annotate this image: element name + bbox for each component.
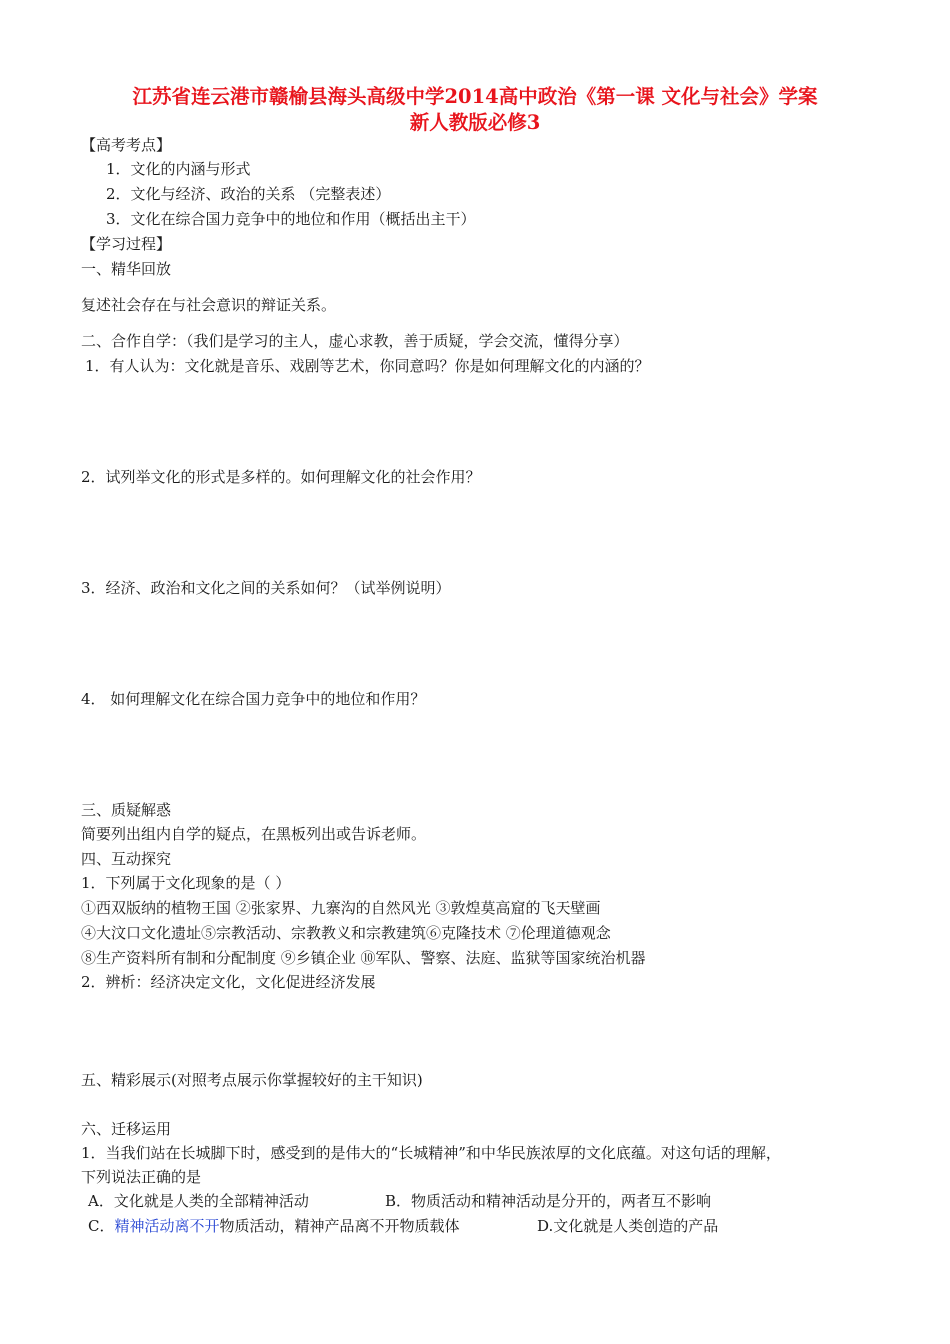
document-title-line1: 江苏省连云港市赣榆县海头高级中学2014高中政治《第一课 文化与社会》学案: [132, 85, 818, 108]
question-text: 1．有人认为：文化就是音乐、戏剧等艺术，你同意吗？你是如何理解文化的内涵的？: [85, 357, 650, 375]
exam-point-item: 1．文化的内涵与形式: [106, 160, 251, 178]
learning-process-header: 【学习过程】: [81, 235, 172, 253]
section-heading: 四、互动探究: [81, 850, 172, 868]
option-c-highlight: 精神活动离不开: [114, 1217, 220, 1235]
question-text: 2．试列举文化的形式是多样的。如何理解文化的社会作用？: [81, 468, 481, 486]
option-c: [88, 1215, 460, 1237]
document-title-line2: 新人教版必修3: [409, 111, 541, 134]
section-heading: 六、迁移运用: [81, 1120, 172, 1138]
exam-points-header: 【高考考点】: [81, 136, 172, 154]
section-heading: 一、精华回放: [81, 260, 172, 278]
question-text: 2．辨析：经济决定文化，文化促进经济发展: [81, 973, 376, 991]
option-row: ⑧生产资料所有制和分配制度 ⑨乡镇企业 ⑩军队、警察、法庭、监狱等国家统治机器: [81, 949, 646, 967]
question-text: 1．下列属于文化现象的是（ ）: [81, 874, 291, 892]
option-a: A．文化就是人类的全部精神活动: [88, 1192, 309, 1210]
question-text: 4． 如何理解文化在综合国力竞争中的地位和作用？: [81, 690, 426, 708]
section-heading: 三、质疑解惑: [81, 801, 172, 819]
option-b: B．物质活动和精神活动是分开的，两者互不影响: [385, 1192, 712, 1210]
question-text: 下列说法正确的是: [81, 1168, 202, 1186]
option-row: ④大汶口文化遗址⑤宗教活动、宗教教义和宗教建筑⑥克隆技术 ⑦伦理道德观念: [81, 924, 611, 942]
option-c-rest: 物质活动，精神产品离不开物质载体: [219, 1217, 460, 1235]
exam-point-item: 3．文化在综合国力竞争中的地位和作用（概括出主干）: [106, 210, 476, 228]
section-heading: 二、合作自学：（我们是学习的主人，虚心求教，善于质疑，学会交流，懂得分享）: [81, 332, 629, 350]
section-text: 复述社会存在与社会意识的辩证关系。: [81, 296, 337, 314]
question-text: 3．经济、政治和文化之间的关系如何？（试举例说明）: [81, 579, 451, 597]
option-row: ①西双版纳的植物王国 ②张家界、九寨沟的自然风光 ③敦煌莫高窟的飞天壁画: [81, 899, 601, 917]
section-text: 简要列出组内自学的疑点，在黑板列出或告诉老师。: [81, 825, 427, 843]
option-c-prefix: C．: [88, 1217, 115, 1235]
section-heading: 五、精彩展示(对照考点展示你掌握较好的主干知识): [81, 1071, 423, 1089]
exam-point-item: 2．文化与经济、政治的关系 （完整表述）: [106, 185, 391, 203]
option-d: D.文化就是人类创造的产品: [537, 1217, 719, 1235]
question-text: 1．当我们站在长城脚下时，感受到的是伟大的“长城精神”和中华民族浓厚的文化底蕴。对这句话的理解，: [81, 1144, 781, 1162]
